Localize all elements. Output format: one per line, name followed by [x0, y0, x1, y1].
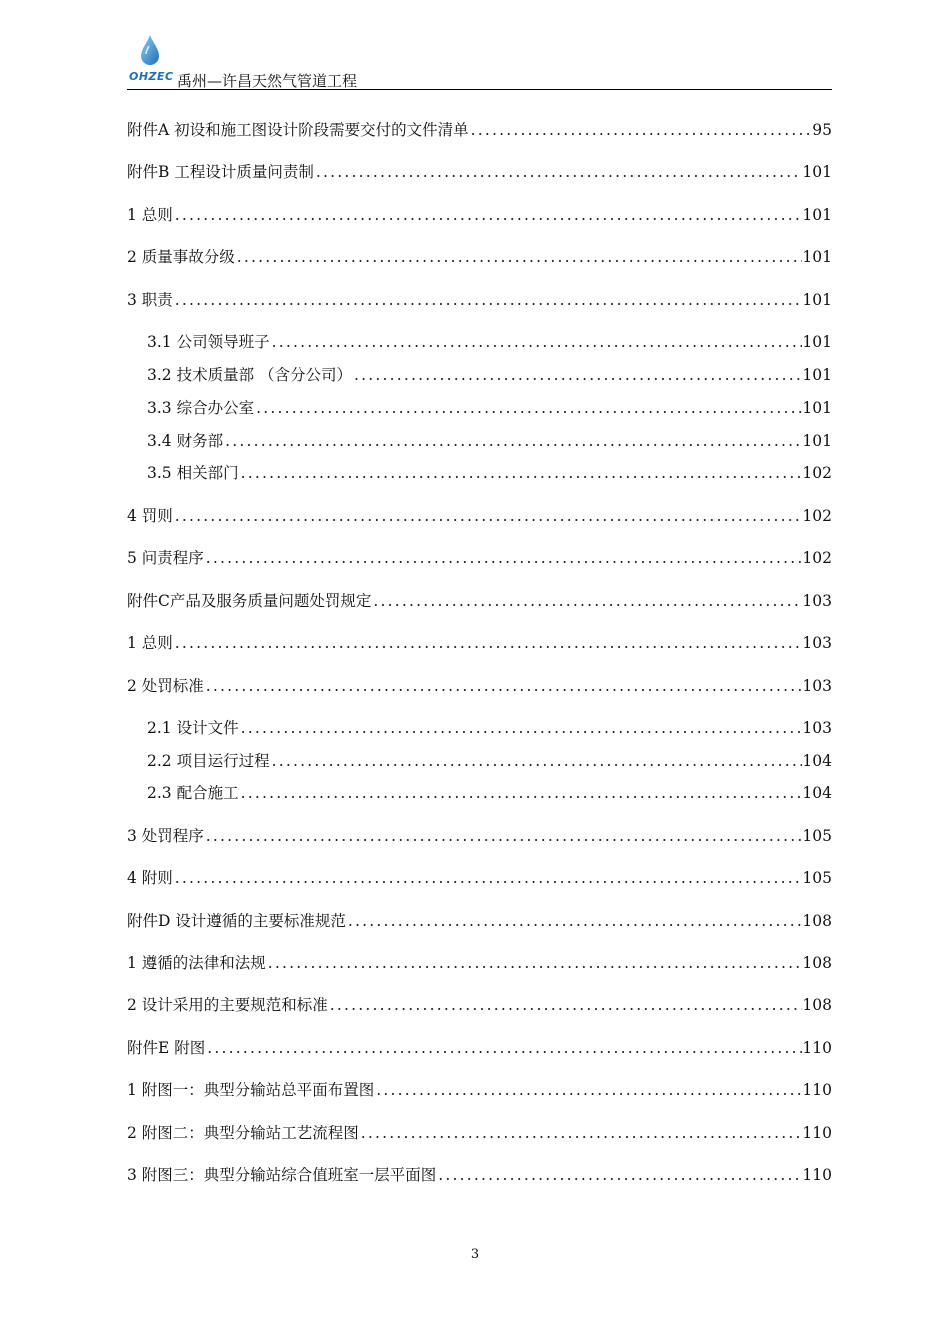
toc-dot-leader — [204, 827, 803, 845]
toc-entry-page: 101 — [802, 291, 832, 309]
toc-entry[interactable] — [127, 909, 832, 935]
toc-dot-leader — [205, 1039, 802, 1057]
toc-entry[interactable] — [127, 288, 832, 314]
toc-entry[interactable] — [127, 993, 832, 1019]
toc-dot-leader — [346, 912, 803, 930]
toc-entry[interactable] — [127, 160, 832, 186]
toc-entry[interactable] — [147, 461, 832, 487]
toc-entry-title: 1 附图一：典型分输站总平面布置图 — [127, 1081, 375, 1099]
toc-entry-page: 105 — [802, 827, 832, 845]
toc-entry-title: 3.1 公司领导班子 — [147, 333, 270, 351]
toc-dot-leader — [469, 121, 813, 139]
toc-entry[interactable] — [147, 781, 832, 807]
toc-entry[interactable] — [127, 824, 832, 850]
toc-dot-leader — [204, 549, 803, 567]
toc-entry[interactable] — [147, 363, 832, 389]
toc-entry[interactable] — [127, 1163, 832, 1189]
header-divider — [127, 89, 832, 90]
toc-dot-leader — [239, 719, 803, 737]
toc-entry[interactable] — [147, 749, 832, 775]
toc-dot-leader — [173, 507, 803, 525]
toc-entry[interactable] — [127, 1078, 832, 1104]
toc-entry[interactable] — [127, 245, 832, 271]
toc-entry-title: 附件B 工程设计质量问责制 — [127, 163, 314, 181]
toc-entry-title: 附件D 设计遵循的主要标准规范 — [127, 912, 346, 930]
toc-entry-page: 95 — [812, 121, 832, 139]
toc-entry-title: 2 设计采用的主要规范和标准 — [127, 996, 328, 1014]
toc-entry[interactable] — [127, 674, 832, 700]
toc-dot-leader — [270, 333, 803, 351]
toc-entry-page: 101 — [802, 366, 832, 384]
toc-entry-title: 3.5 相关部门 — [147, 464, 239, 482]
toc-entry[interactable] — [127, 504, 832, 530]
toc-entry-title: 3 处罚程序 — [127, 827, 204, 845]
toc-entry[interactable] — [127, 951, 832, 977]
toc-dot-leader — [239, 464, 803, 482]
toc-entry[interactable] — [147, 396, 832, 422]
toc-entry-page: 102 — [802, 507, 832, 525]
toc-entry[interactable] — [147, 330, 832, 356]
toc-entry-page: 108 — [802, 954, 832, 972]
toc-entry-page: 101 — [802, 399, 832, 417]
toc-entry-title: 3 职责 — [127, 291, 173, 309]
toc-entry[interactable] — [127, 118, 832, 144]
toc-entry[interactable] — [127, 589, 832, 615]
toc-entry-page: 104 — [802, 784, 832, 802]
toc-dot-leader — [204, 677, 803, 695]
toc-entry-page: 101 — [802, 248, 832, 266]
company-logo — [127, 34, 177, 90]
toc-entry-page: 101 — [802, 333, 832, 351]
toc-entry-page: 104 — [802, 752, 832, 770]
toc-entry-title: 3.4 财务部 — [147, 432, 224, 450]
toc-dot-leader — [173, 869, 803, 887]
toc-dot-leader — [270, 752, 803, 770]
toc-entry-page: 101 — [802, 432, 832, 450]
toc-entry[interactable] — [147, 716, 832, 742]
toc-entry-page: 101 — [802, 163, 832, 181]
toc-entry-page: 103 — [802, 719, 832, 737]
page-header — [127, 34, 832, 90]
document-title: 禹州—许昌天然气管道工程 — [177, 72, 358, 90]
toc-entry-title: 4 罚则 — [127, 507, 173, 525]
toc-dot-leader — [328, 996, 803, 1014]
toc-dot-leader — [235, 248, 803, 266]
toc-entry[interactable] — [147, 429, 832, 455]
toc-entry-page: 110 — [802, 1081, 832, 1099]
toc-entry-page: 103 — [802, 677, 832, 695]
toc-entry-page: 108 — [802, 996, 832, 1014]
toc-dot-leader — [314, 163, 803, 181]
water-drop-icon — [139, 34, 161, 68]
toc-entry-title: 3.2 技术质量部 （含分公司） — [147, 366, 353, 384]
toc-dot-leader — [254, 399, 802, 417]
toc-entry-title: 2.1 设计文件 — [147, 719, 239, 737]
toc-entry-title: 2 质量事故分级 — [127, 248, 235, 266]
toc-entry-title: 3.3 综合办公室 — [147, 399, 255, 417]
toc-entry[interactable] — [127, 1036, 832, 1062]
toc-dot-leader — [239, 784, 803, 802]
toc-entry-title: 5 问责程序 — [127, 549, 204, 567]
toc-entry-page: 102 — [802, 464, 832, 482]
toc-dot-leader — [352, 366, 802, 384]
toc-entry-title: 2.2 项目运行过程 — [147, 752, 270, 770]
toc-entry-page: 102 — [802, 549, 832, 567]
toc-entry-title: 2 处罚标准 — [127, 677, 204, 695]
toc-entry-title: 1 总则 — [127, 206, 173, 224]
toc-dot-leader — [359, 1124, 803, 1142]
toc-dot-leader — [173, 206, 803, 224]
toc-entry[interactable] — [127, 203, 832, 229]
toc-entry-page: 103 — [802, 634, 832, 652]
toc-dot-leader — [173, 291, 803, 309]
toc-entry-title: 1 总则 — [127, 634, 173, 652]
toc-dot-leader — [374, 1081, 802, 1099]
toc-entry-title: 4 附则 — [127, 869, 173, 887]
toc-entry-page: 110 — [802, 1124, 832, 1142]
toc-entry-page: 110 — [802, 1166, 832, 1184]
page-number: 3 — [470, 1247, 480, 1262]
toc-entry[interactable] — [127, 866, 832, 892]
toc-entry[interactable] — [127, 1121, 832, 1147]
toc-entry-title: 2 附图二：典型分输站工艺流程图 — [127, 1124, 359, 1142]
logo-text: OHZEC — [129, 70, 174, 83]
toc-entry-page: 110 — [802, 1039, 832, 1057]
toc-entry-page: 108 — [802, 912, 832, 930]
toc-dot-leader — [436, 1166, 802, 1184]
toc-entry-page: 105 — [802, 869, 832, 887]
toc-entry-title: 附件E 附图 — [127, 1039, 206, 1057]
toc-entry[interactable] — [127, 631, 832, 657]
toc-entry-page: 103 — [802, 592, 832, 610]
toc-entry-title: 附件A 初设和施工图设计阶段需要交付的文件清单 — [127, 121, 469, 139]
toc-dot-leader — [266, 954, 803, 972]
toc-dot-leader — [223, 432, 802, 450]
toc-entry-title: 3 附图三：典型分输站综合值班室一层平面图 — [127, 1166, 437, 1184]
toc-entry[interactable] — [127, 546, 832, 572]
toc-entry-title: 1 遵循的法律和法规 — [127, 954, 266, 972]
toc-entry-page: 101 — [802, 206, 832, 224]
toc-dot-leader — [173, 634, 803, 652]
toc-dot-leader — [371, 592, 802, 610]
toc-entry-title: 2.3 配合施工 — [147, 784, 239, 802]
toc-entry-title: 附件C产品及服务质量问题处罚规定 — [127, 592, 372, 610]
